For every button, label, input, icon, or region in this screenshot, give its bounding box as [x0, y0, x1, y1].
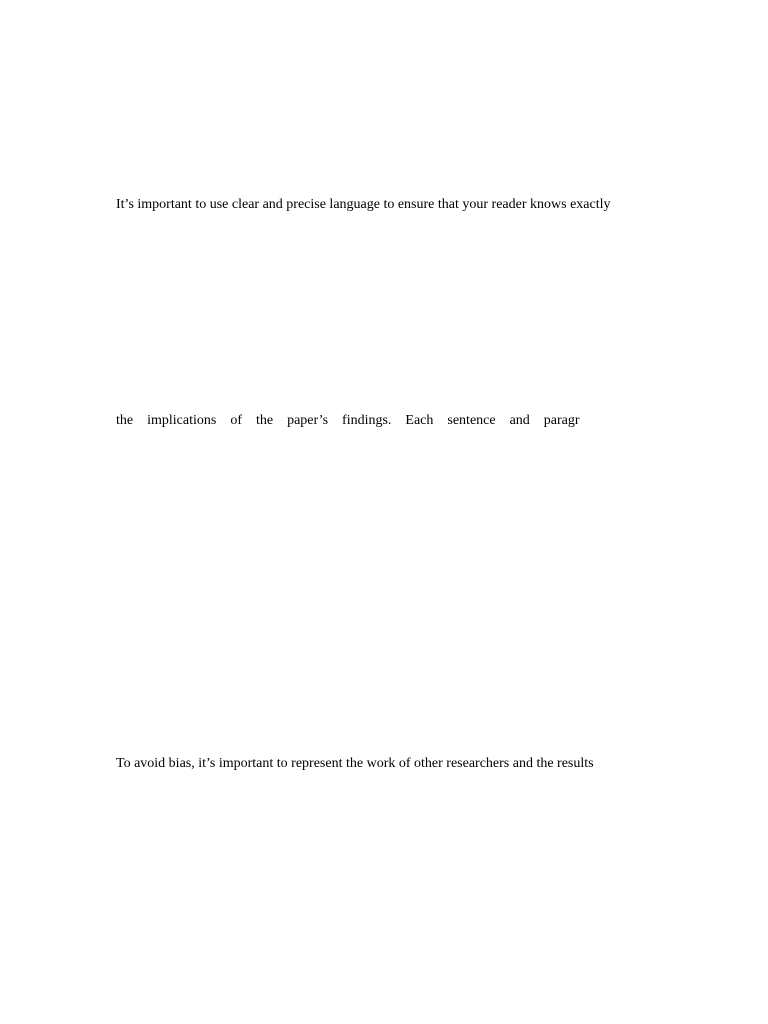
text-line: the implications of the paper’s findings. Each sentence and paragr	[116, 413, 580, 428]
text-line: To avoid bias, it’s important to represent the work of other researchers and the results	[116, 756, 594, 771]
text-line: It’s important to use clear and precise language to ensure that your reader knows exactly	[116, 197, 611, 212]
